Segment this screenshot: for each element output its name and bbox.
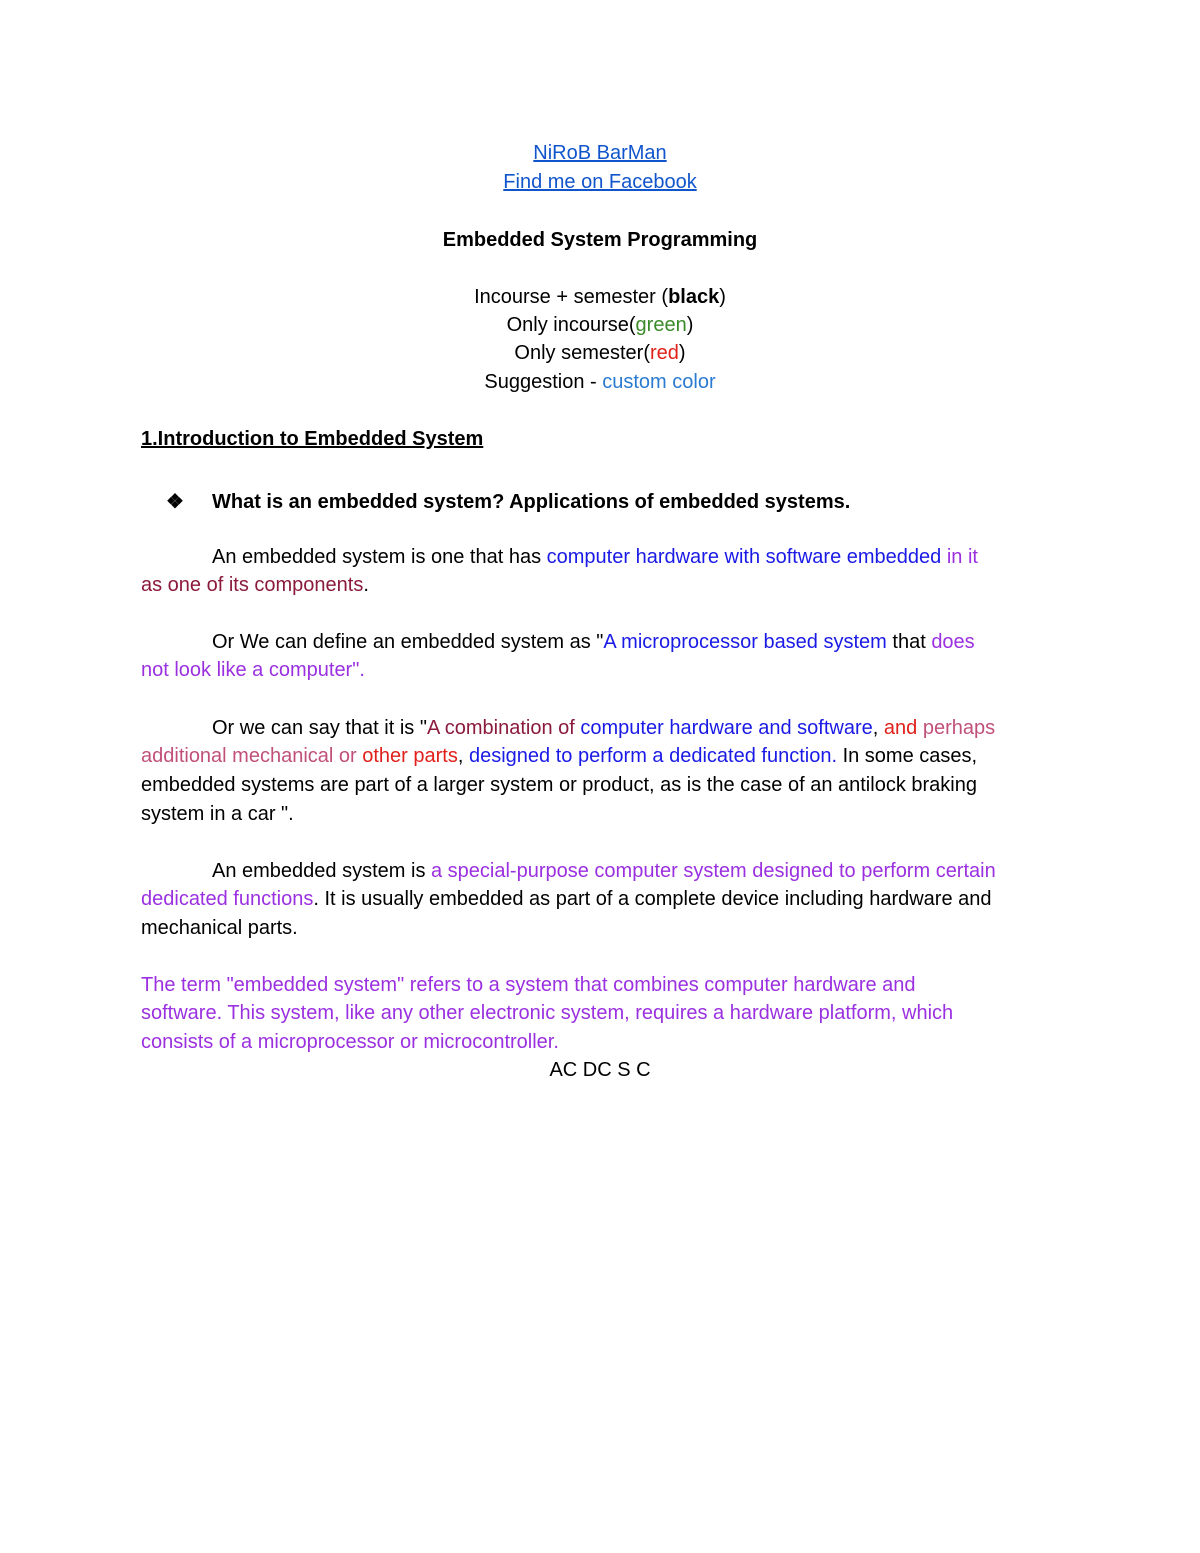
legend-line-4	[0, 371, 1200, 394]
p4-text-c: dedicated functions	[141, 888, 314, 910]
p3-text-c: computer hardware and software	[580, 717, 873, 739]
p3-text-i: ,	[457, 745, 469, 767]
legend-3-red: red	[650, 342, 679, 364]
p1-text-d: as one of its components	[141, 574, 364, 596]
p3-line-4: system in a car ".	[141, 803, 294, 825]
legend-1-black: black	[668, 286, 720, 308]
p3-text-j: designed to perform a dedicated function.	[468, 745, 838, 767]
diamond-bullet-icon: ❖	[166, 491, 184, 513]
p2-line-1	[212, 631, 975, 654]
p1-line-2	[141, 574, 369, 597]
legend-2-text: Only incourse(	[506, 314, 636, 336]
p1-text-a: An embedded system is one that has	[212, 546, 547, 568]
legend-3-close: )	[678, 342, 686, 364]
p3-text-f: perhaps	[917, 717, 996, 739]
facebook-link[interactable]: Find me on Facebook	[503, 171, 697, 193]
legend-line-1	[0, 286, 1200, 309]
p1-text-c: in it	[941, 546, 978, 568]
p3-line-1	[212, 717, 995, 740]
legend-2-close: )	[686, 314, 694, 336]
legend-line-3	[0, 342, 1200, 365]
p3-text-e: and	[883, 717, 918, 739]
p4-text-b: a special-purpose computer system designed to perform certain	[431, 860, 996, 882]
legend-4-text: Suggestion -	[484, 371, 603, 393]
p2-text-c: that	[886, 631, 932, 653]
document-title: Embedded System Programming	[442, 229, 758, 251]
p4-line-3: mechanical parts.	[141, 917, 298, 939]
p1-text-e: .	[363, 574, 369, 596]
p5-line-3: consists of a microprocessor or microcontroller.	[141, 1031, 559, 1053]
p1-text-b: computer hardware with software embedded	[546, 546, 942, 568]
p5-line-2: software. This system, like any other electronic system, requires a hardware platform, which	[141, 1002, 954, 1024]
legend-3-text: Only semester(	[514, 342, 650, 364]
p3-text-a: Or we can say that it is "	[212, 717, 427, 739]
legend-line-2	[0, 314, 1200, 337]
bullet-text: What is an embedded system? Applications of embedded systems.	[212, 491, 851, 513]
author-link[interactable]: NiRoB BarMan	[533, 142, 667, 164]
p2-text-b: A microprocessor based system	[603, 631, 887, 653]
p3-text-b: A combination of	[426, 717, 581, 739]
p3-line-3: embedded systems are part of a larger system or product, as is the case of an antilock braking	[141, 774, 977, 796]
p2-text-e: not look like a computer".	[141, 659, 365, 681]
p3-text-g: additional mechanical or	[141, 745, 363, 767]
p3-text-h: other parts	[362, 745, 458, 767]
p3-line-2	[141, 745, 977, 768]
legend-4-custom: custom color	[602, 371, 716, 393]
legend-1-close: )	[719, 286, 726, 308]
bullet-question	[166, 489, 850, 514]
section-heading: 1.Introduction to Embedded System	[141, 428, 484, 450]
p2-line-2	[141, 659, 365, 682]
p3-text-d: ,	[872, 717, 884, 739]
legend-2-green: green	[635, 314, 687, 336]
p4-line-1	[212, 860, 996, 883]
p2-text-d: does	[931, 631, 975, 653]
p4-text-a: An embedded system is	[212, 860, 431, 882]
legend-1-text: Incourse + semester (	[474, 286, 669, 308]
p1-line-1	[212, 546, 978, 569]
p3-text-k: In some cases,	[837, 745, 978, 767]
footer-note: AC DC S C	[549, 1059, 651, 1081]
p5-line-1: The term "embedded system" refers to a system that combines computer hardware and	[141, 974, 916, 996]
p4-text-d: . It is usually embedded as part of a complete device including hardware and	[313, 888, 992, 910]
p4-line-2	[141, 888, 992, 911]
p2-text-a: Or We can define an embedded system as "	[212, 631, 604, 653]
